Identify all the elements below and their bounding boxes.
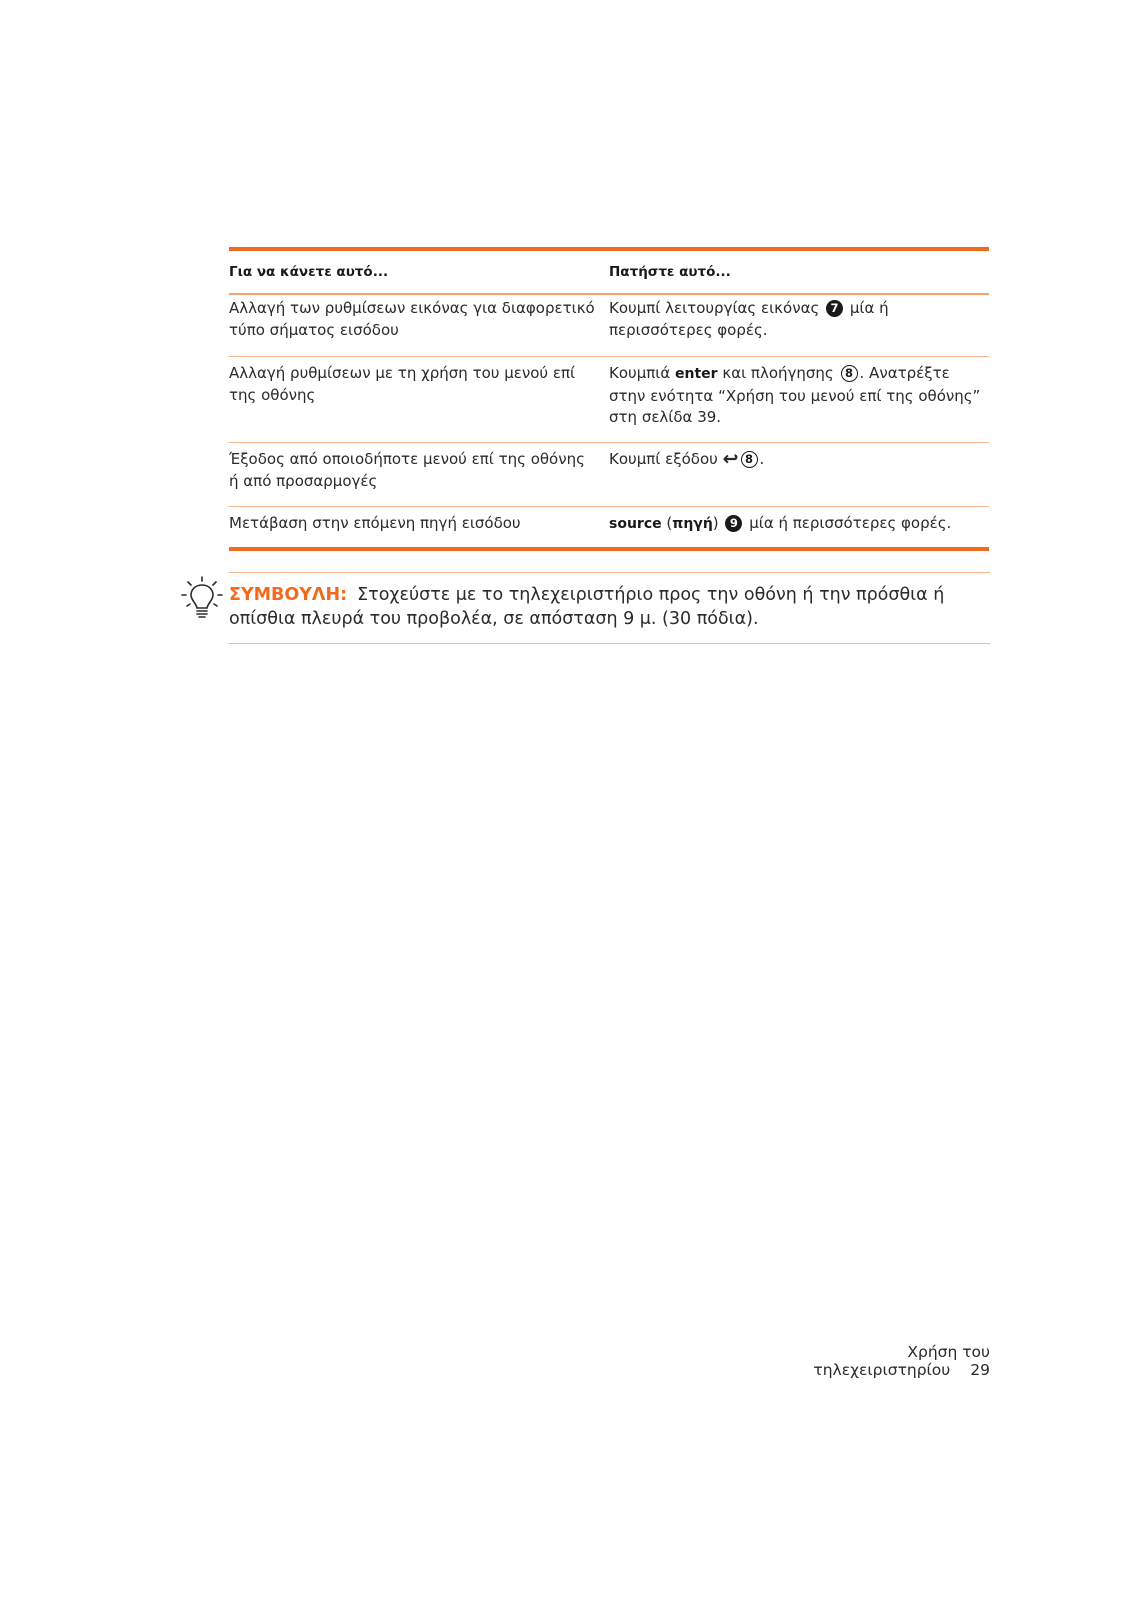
tip-label: ΣΥΜΒΟΥΛΗ: bbox=[229, 585, 348, 605]
press-text-post: μία ή περισσότερες φορές. bbox=[749, 514, 952, 532]
callout-number-icon: 8 bbox=[841, 365, 858, 382]
row-press bbox=[609, 449, 989, 506]
source-keyword-greek: πηγή bbox=[672, 516, 713, 532]
row-action: Αλλαγή ρυθμίσεων με τη χρήση του μενού επί της οθόνης bbox=[229, 364, 576, 404]
row-action: Έξοδος από οποιοδήποτε μενού επί της οθόνης ή από προσαρμογές bbox=[229, 450, 585, 490]
page-number: 29 bbox=[970, 1361, 990, 1379]
table-header bbox=[229, 251, 989, 293]
row-action: Μετάβαση στην επόμενη πηγή εισόδου bbox=[229, 514, 521, 532]
lightbulb-icon bbox=[180, 575, 224, 623]
row-action: Αλλαγή των ρυθμίσεων εικόνας για διαφορετικό τύπο σήματος εισόδου bbox=[229, 299, 595, 339]
press-text: Κουμπιά bbox=[609, 364, 671, 382]
table-row bbox=[229, 443, 989, 506]
press-text: Κουμπί εξόδου bbox=[609, 450, 718, 468]
footer-section-title: Χρήση του τηλεχειριστηρίου bbox=[813, 1343, 990, 1379]
row-press bbox=[609, 298, 989, 356]
tip-bottom-rule bbox=[229, 643, 990, 644]
exit-arrow-icon: ↩ bbox=[722, 448, 739, 470]
press-text: Κουμπί λειτουργίας εικόνας bbox=[609, 299, 820, 317]
header-col-action: Για να κάνετε αυτό... bbox=[229, 264, 389, 280]
press-text-post: μία ή περισσότερες φορές. bbox=[609, 299, 889, 339]
table-row bbox=[229, 295, 989, 356]
callout-number-icon: 7 bbox=[826, 300, 843, 317]
table-row bbox=[229, 357, 989, 442]
row-press: source (πηγή) 9 μία ή περισσότερες φορές. bbox=[609, 514, 952, 532]
source-keyword: source bbox=[609, 516, 662, 532]
header-col-press: Πατήστε αυτό... bbox=[609, 264, 731, 280]
tip-paragraph bbox=[229, 583, 991, 631]
remote-functions-table bbox=[229, 247, 989, 551]
page-footer bbox=[740, 1343, 990, 1379]
enter-keyword: enter bbox=[675, 366, 718, 382]
tip-top-rule bbox=[229, 572, 990, 573]
callout-number-icon: 8 bbox=[741, 451, 758, 468]
press-text-mid: και πλοήγησης bbox=[722, 364, 834, 382]
press-text-post: . bbox=[759, 450, 765, 468]
table-bottom-rule bbox=[229, 547, 989, 551]
row-press bbox=[609, 363, 989, 442]
tip-body: Στοχεύστε με το τηλεχειριστήριο προς την οθόνη ή την πρόσθια ή οπίσθια πλευρά του προβολέα, σε απόσταση 9 μ. (30 πόδια). bbox=[229, 585, 945, 629]
table-row bbox=[229, 507, 989, 547]
press-text-post: . Ανατρέξτε στην ενότητα “Χρήση του μενού επί της οθόνης” στη σελίδα 39. bbox=[609, 364, 981, 426]
callout-number-icon: 9 bbox=[725, 515, 742, 532]
